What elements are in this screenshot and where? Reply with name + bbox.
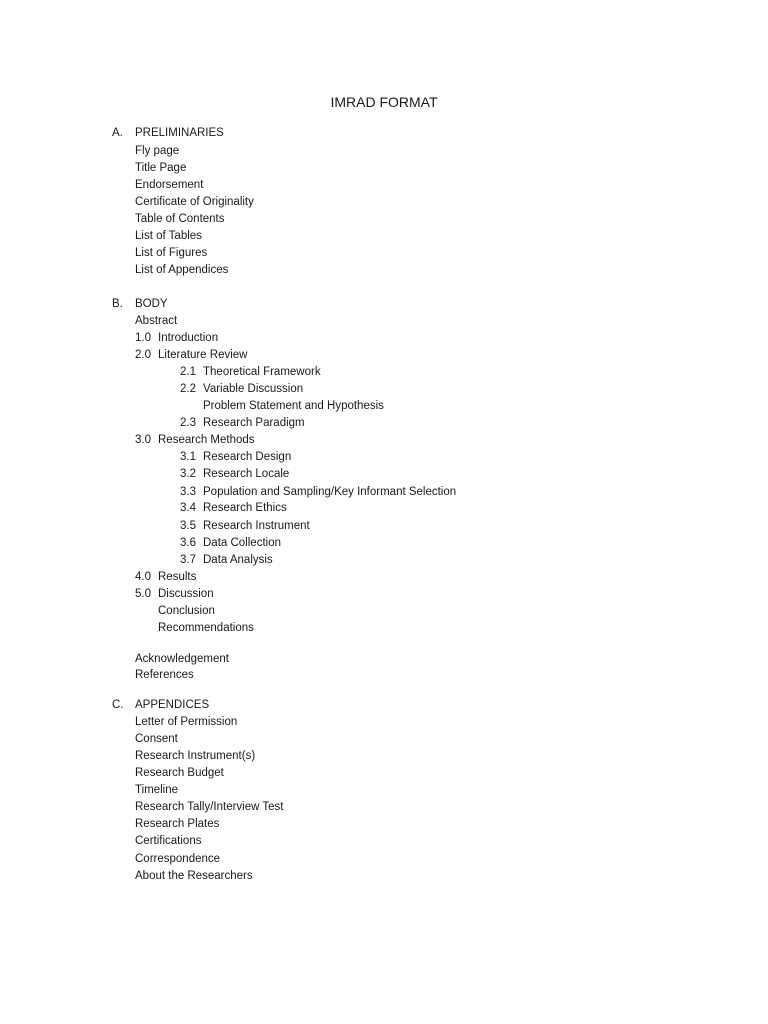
page-title: IMRAD FORMAT (330, 94, 438, 110)
subsection-title: Research Design (203, 451, 292, 463)
list-item: About the Researchers (135, 870, 253, 882)
subsection-number: 3.5 (180, 520, 196, 532)
section-a-heading: PRELIMINARIES (135, 127, 224, 139)
list-item: Certifications (135, 835, 202, 847)
list-item: Abstract (135, 315, 178, 327)
section-number: 3.0 (135, 434, 151, 446)
section-title: Recommendations (158, 622, 254, 634)
list-item: Title Page (135, 162, 187, 174)
section-number: 2.0 (135, 349, 151, 361)
subsection-number: 3.6 (180, 537, 196, 549)
subsection-number: 3.4 (180, 502, 196, 514)
section-title: Conclusion (158, 605, 215, 617)
section-b-letter: B. (112, 298, 123, 310)
subsection-title: Research Paradigm (203, 417, 305, 429)
list-item: Research Budget (135, 767, 224, 779)
section-title: Research Methods (158, 434, 255, 446)
list-item: Research Plates (135, 818, 220, 830)
subsection-title: Theoretical Framework (203, 366, 321, 378)
list-item: Certificate of Originality (135, 196, 254, 208)
subsection-number: 3.2 (180, 468, 196, 480)
subsection-number: 3.7 (180, 554, 196, 566)
subsection-number: 3.1 (180, 451, 196, 463)
subsection-title: Population and Sampling/Key Informant Selection (203, 486, 457, 498)
subsection-title: Data Collection (203, 537, 281, 549)
list-item: Fly page (135, 145, 180, 157)
subsection-number: 3.3 (180, 486, 196, 498)
list-item: Endorsement (135, 179, 204, 191)
subsection-title: Data Analysis (203, 554, 273, 566)
subsection-number: 2.3 (180, 417, 196, 429)
section-a-letter: A. (112, 127, 123, 139)
subsection-number: 2.1 (180, 366, 196, 378)
section-number: 5.0 (135, 588, 151, 600)
section-number: 4.0 (135, 571, 151, 583)
subsection-title: Research Instrument (203, 520, 310, 532)
section-number: 1.0 (135, 332, 151, 344)
subsection-title: Variable Discussion (203, 383, 304, 395)
section-title: Results (158, 571, 197, 583)
list-item: Timeline (135, 784, 179, 796)
section-title: Literature Review (158, 349, 248, 361)
subsection-number: 2.2 (180, 383, 196, 395)
list-item: Consent (135, 733, 178, 745)
list-item: Correspondence (135, 853, 221, 865)
list-item: Research Instrument(s) (135, 750, 256, 762)
section-title: Introduction (158, 332, 219, 344)
list-item: Table of Contents (135, 213, 225, 225)
subsection-title: Research Locale (203, 468, 290, 480)
list-item: References (135, 669, 194, 681)
list-item: List of Appendices (135, 264, 229, 276)
section-c-heading: APPENDICES (135, 699, 210, 711)
subsection-title: Problem Statement and Hypothesis (203, 400, 384, 412)
list-item: Letter of Permission (135, 716, 238, 728)
list-item: Research Tally/Interview Test (135, 801, 284, 813)
section-b-heading: BODY (135, 298, 168, 310)
section-c-letter: C. (112, 699, 124, 711)
list-item: List of Tables (135, 230, 202, 242)
subsection-title: Research Ethics (203, 502, 287, 514)
list-item: Acknowledgement (135, 653, 229, 665)
section-title: Discussion (158, 588, 214, 600)
list-item: List of Figures (135, 247, 208, 259)
